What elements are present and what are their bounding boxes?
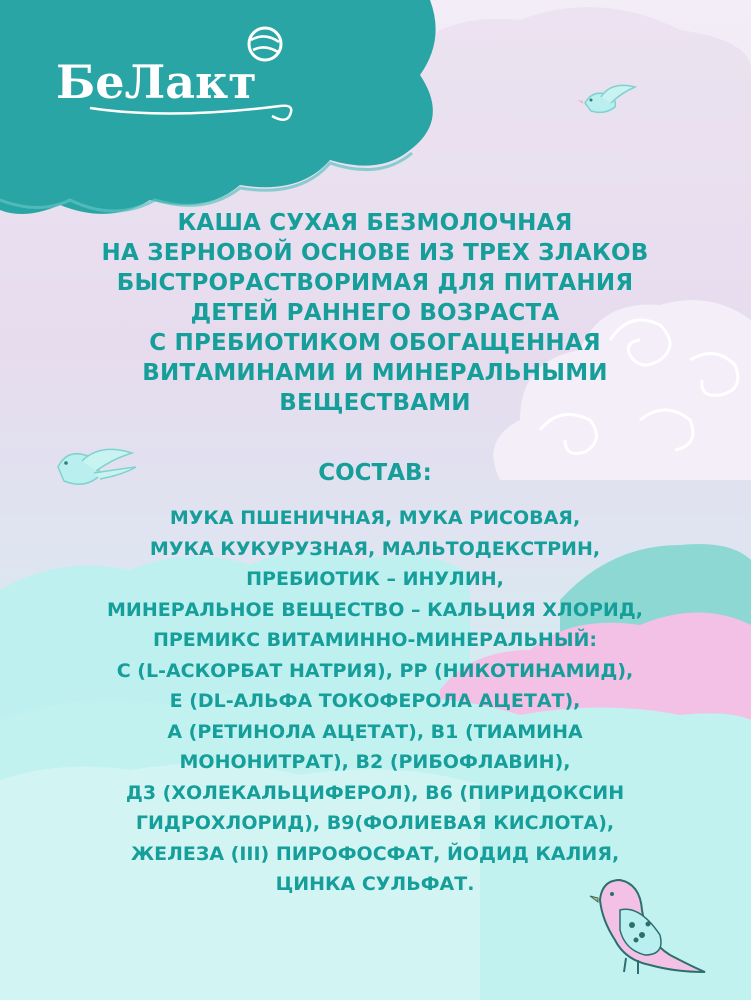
title-line: ВИТАМИНАМИ И МИНЕРАЛЬНЫМИ bbox=[142, 360, 608, 386]
title-line: С ПРЕБИОТИКОМ ОБОГАЩЕННАЯ bbox=[149, 330, 601, 356]
title-line: КАША СУХАЯ БЕЗМОЛОЧНАЯ bbox=[177, 210, 573, 236]
ingredient-line: МУКА ПШЕНИЧНАЯ, МУКА РИСОВАЯ, bbox=[169, 507, 581, 529]
title-line: НА ЗЕРНОВОЙ ОСНОВЕ ИЗ ТРЕХ ЗЛАКОВ bbox=[101, 240, 649, 266]
title-line: ДЕТЕЙ РАННЕГО ВОЗРАСТА bbox=[190, 300, 560, 326]
bird-icon bbox=[577, 85, 635, 112]
ingredient-line: Д3 (ХОЛЕКАЛЬЦИФЕРОЛ), В6 (ПИРИДОКСИН bbox=[125, 781, 625, 804]
bird-icon bbox=[58, 449, 136, 484]
ingredient-line: Е (DL-АЛЬФА ТОКОФЕРОЛА АЦЕТАТ), bbox=[169, 690, 581, 712]
ingredient-line: ГИДРОХЛОРИД), В9(ФОЛИЕВАЯ КИСЛОТА), bbox=[135, 812, 615, 834]
ingredient-line: С (L-АСКОРБАТ НАТРИЯ), РР (НИКОТИНАМИД), bbox=[116, 659, 634, 682]
product-title bbox=[60, 208, 690, 418]
composition-heading: СОСТАВ: bbox=[318, 460, 432, 486]
ingredient-line: МИНЕРАЛЬНОЕ ВЕЩЕСТВО – КАЛЬЦИЯ ХЛОРИД, bbox=[107, 598, 643, 621]
title-line: ВЕЩЕСТВАМИ bbox=[279, 390, 471, 416]
ingredient-line: МУКА КУКУРУЗНАЯ, МАЛЬТОДЕКСТРИН, bbox=[149, 537, 601, 560]
title-line: БЫСТРОРАСТВОРИМАЯ ДЛЯ ПИТАНИЯ bbox=[116, 270, 634, 296]
ingredient-line: ЖЕЛЕЗА (III) ПИРОФОСФАТ, ЙОДИД КАЛИЯ, bbox=[130, 842, 620, 865]
ingredient-line: ЦИНКА СУЛЬФАТ. bbox=[275, 873, 475, 895]
ingredient-line: ПРЕБИОТИК – ИНУЛИН, bbox=[246, 568, 504, 590]
ingredient-line: МОНОНИТРАТ), В2 (РИБОФЛАВИН), bbox=[179, 751, 571, 773]
brand-logo bbox=[50, 20, 310, 130]
logo-text: БеЛакт bbox=[56, 55, 257, 109]
ingredients-list bbox=[40, 503, 710, 900]
ingredient-line: ПРЕМИКС ВИТАМИННО-МИНЕРАЛЬНЫЙ: bbox=[152, 629, 598, 651]
pale-cloud-top bbox=[380, 0, 751, 90]
ingredient-line: А (РЕТИНОЛА АЦЕТАТ), В1 (ТИАМИНА bbox=[167, 720, 583, 743]
